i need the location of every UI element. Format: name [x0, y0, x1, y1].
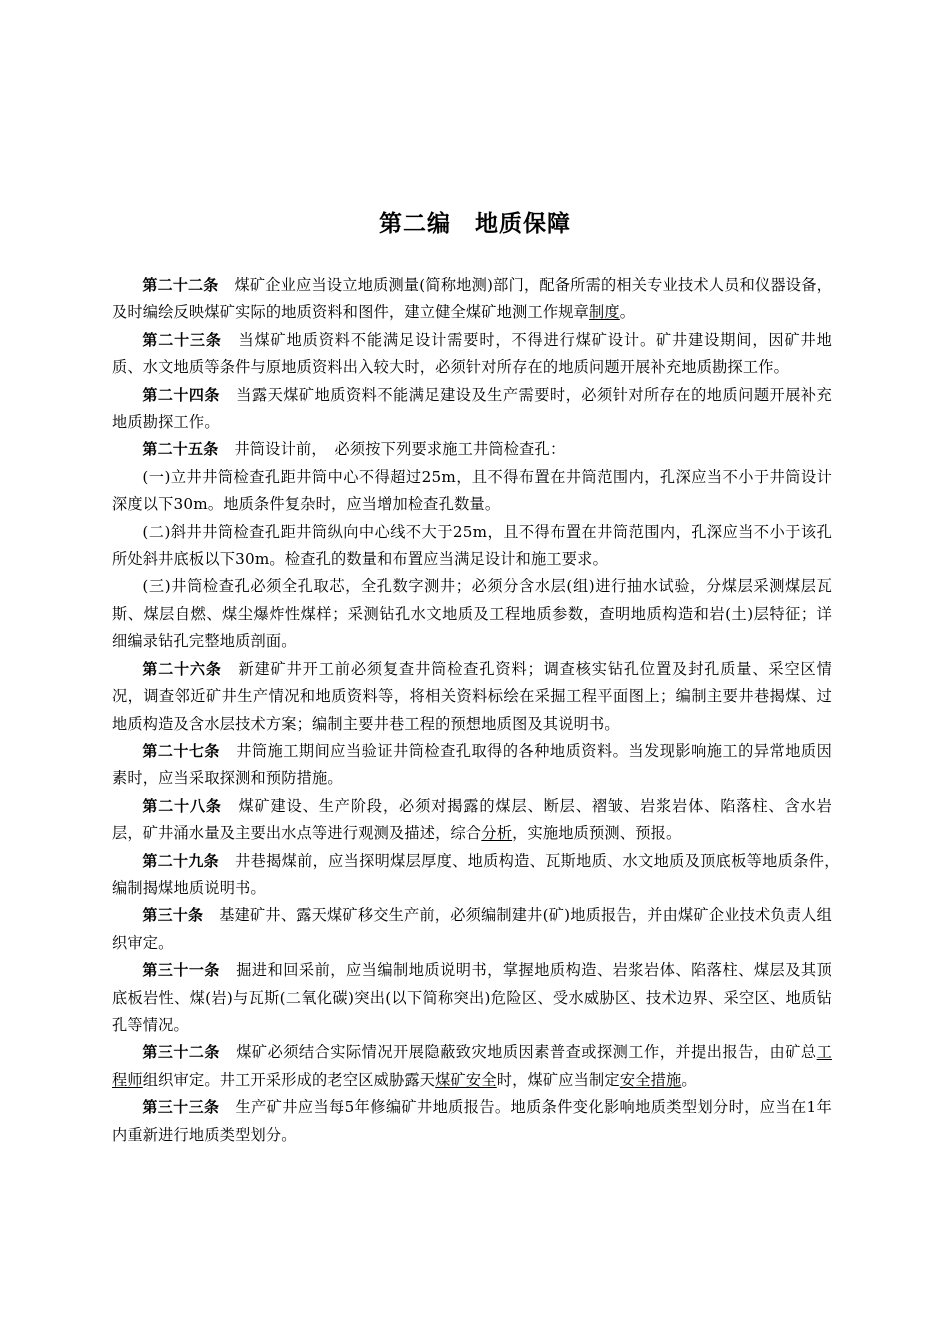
article-label: 第二十七条 — [142, 741, 220, 760]
article-26 — [112, 656, 832, 738]
article-22 — [112, 272, 832, 327]
link-fenxi[interactable]: 分析 — [481, 824, 513, 843]
chapter-title: 第二编 地质保障 — [379, 211, 571, 237]
article-label: 第三十三条 — [142, 1098, 220, 1117]
article-text: 掘进和回采前，应当编制地质说明书，掌握地质构造、岩浆岩体、陷落柱、煤层及其顶底板岩性、煤(岩)与瓦斯(二氧化碳)突出(以下简称突出)危险区、受水威胁区、技术边界、采空区、地质钻孔等情况。 — [112, 961, 832, 1034]
article-25-item-2: (二)斜井井筒检查孔距井筒纵向中心线不大于25m，且不得布置在井筒范围内，孔深应当不小于该孔所处斜井底板以下30m。检查孔的数量和布置应当满足设计和施工要求。 — [112, 522, 832, 569]
article-33 — [112, 1094, 832, 1149]
article-29 — [112, 848, 848, 903]
article-text: 井巷揭煤前，应当探明煤层厚度、地质构造、瓦斯地质、水文地质及顶底板等地质条件， 编制揭煤地质说明书。 — [112, 851, 848, 897]
article-25-item-3: (三)井筒检查孔必须全孔取芯，全孔数字测井；必须分含水层(组)进行抽水试验，分煤层采测煤层瓦斯、煤层自燃、煤尘爆炸性煤样；采测钻孔水文地质及工程地质参数，查明地质构造和岩(土)层特征；详细编录钻孔完整地质剖面。 — [112, 577, 832, 651]
article-label: 第二十九条 — [142, 851, 219, 870]
article-label: 第二十二条 — [142, 276, 219, 294]
article-text: 煤矿必须结合实际情况开展隐蔽致灾地质因素普查或探测工作，并提出报告，由矿总 — [235, 1043, 817, 1062]
article-text-4: 。 — [681, 1070, 697, 1089]
article-25-item-1: (一)立井井筒检查孔距井筒中心不得超过25m，且不得布置在井筒范围内，孔深应当不小于井筒设计深度以下30m。地质条件复杂时，应当增加检查孔数量。 — [112, 467, 832, 514]
article-28 — [112, 793, 832, 848]
article-text: 当露天煤矿地质资料不能满足建设及生产需要时，必须针对所存在的地质问题开展补充地质勘探工作。 — [112, 385, 832, 432]
article-label: 第三十二条 — [142, 1043, 220, 1062]
article-27 — [112, 738, 832, 793]
article-25 — [112, 436, 832, 463]
article-text: 基建矿井、露天煤矿移交生产前，必须编制建井(矿)地质报告，并由煤矿企业技术负责人组织审定。 — [112, 906, 832, 952]
article-label: 第三十条 — [142, 906, 204, 925]
article-label: 第二十四条 — [142, 385, 220, 404]
article-text-end: 。 — [619, 303, 636, 322]
article-label: 第二十五条 — [142, 440, 219, 459]
article-text: 煤矿企业应当设立地质测量(简称地测)部门，配备所需的相关专业技术人员和仪器设备，及时编绘反映煤矿实际的地质资料和图件，建立健全煤矿地测工作规章 — [112, 276, 832, 322]
article-text: 煤矿建设、生产阶段，必须对揭露的煤层、断层、褶皱、岩浆岩体、陷落柱、含水岩层，矿井涌水量及主要出水点等进行观测及描述，综合 — [112, 796, 832, 843]
article-label: 第三十一条 — [142, 961, 220, 980]
article-text: 当煤矿地质资料不能满足设计需要时，不得进行煤矿设计。矿井建设期间，因矿井地质、水文地质等条件与原地质资料出入较大时，必须针对所存在的地质问题开展补充地质勘探工作。 — [112, 330, 832, 377]
article-label: 第二十六条 — [142, 659, 222, 678]
article-30 — [112, 902, 832, 957]
article-label: 第二十三条 — [142, 330, 222, 349]
article-text: 井筒设计前， 必须按下列要求施工井筒检查孔： — [234, 440, 566, 459]
article-text-3: 时，煤矿应当制定 — [496, 1070, 620, 1089]
article-label: 第二十八条 — [142, 796, 222, 815]
article-text: 新建矿井开工前必须复查井筒检查孔资料；调查核实钻孔位置及封孔质量、采空区情况，调查邻近矿井生产情况和地质资料等，将相关资料标绘在采掘工程平面图上；编制主要井巷揭煤、过地质构造及含水层技术方案；编制主要井巷工程的预想地质图及其说明书。 — [112, 659, 832, 733]
article-24 — [112, 382, 832, 437]
article-31 — [112, 957, 832, 1039]
link-zhidu[interactable]: 制度 — [589, 303, 620, 322]
link-anquan-cuoshi[interactable]: 安全措施 — [619, 1070, 682, 1089]
article-32 — [112, 1039, 832, 1094]
article-text: 井筒施工期间应当验证井筒检查孔取得的各种地质资料。当发现影响施工的异常地质因素时，应当采取探测和预防措施。 — [112, 741, 832, 788]
article-text: 生产矿井应当每5年修编矿井地质报告。地质条件变化影响地质类型划分时，应当在1年内重新进行地质类型划分。 — [112, 1098, 832, 1144]
link-meikuang-anquan[interactable]: 煤矿安全 — [435, 1070, 497, 1089]
article-text-end: ，实施地质预测、预报。 — [512, 824, 682, 843]
article-23 — [112, 327, 832, 382]
article-text-2: 组织审定。井工开采形成的老空区威胁露天 — [142, 1070, 436, 1089]
link-gongchengshi[interactable]: 工程师 — [112, 1043, 832, 1089]
document-body — [112, 272, 848, 1149]
